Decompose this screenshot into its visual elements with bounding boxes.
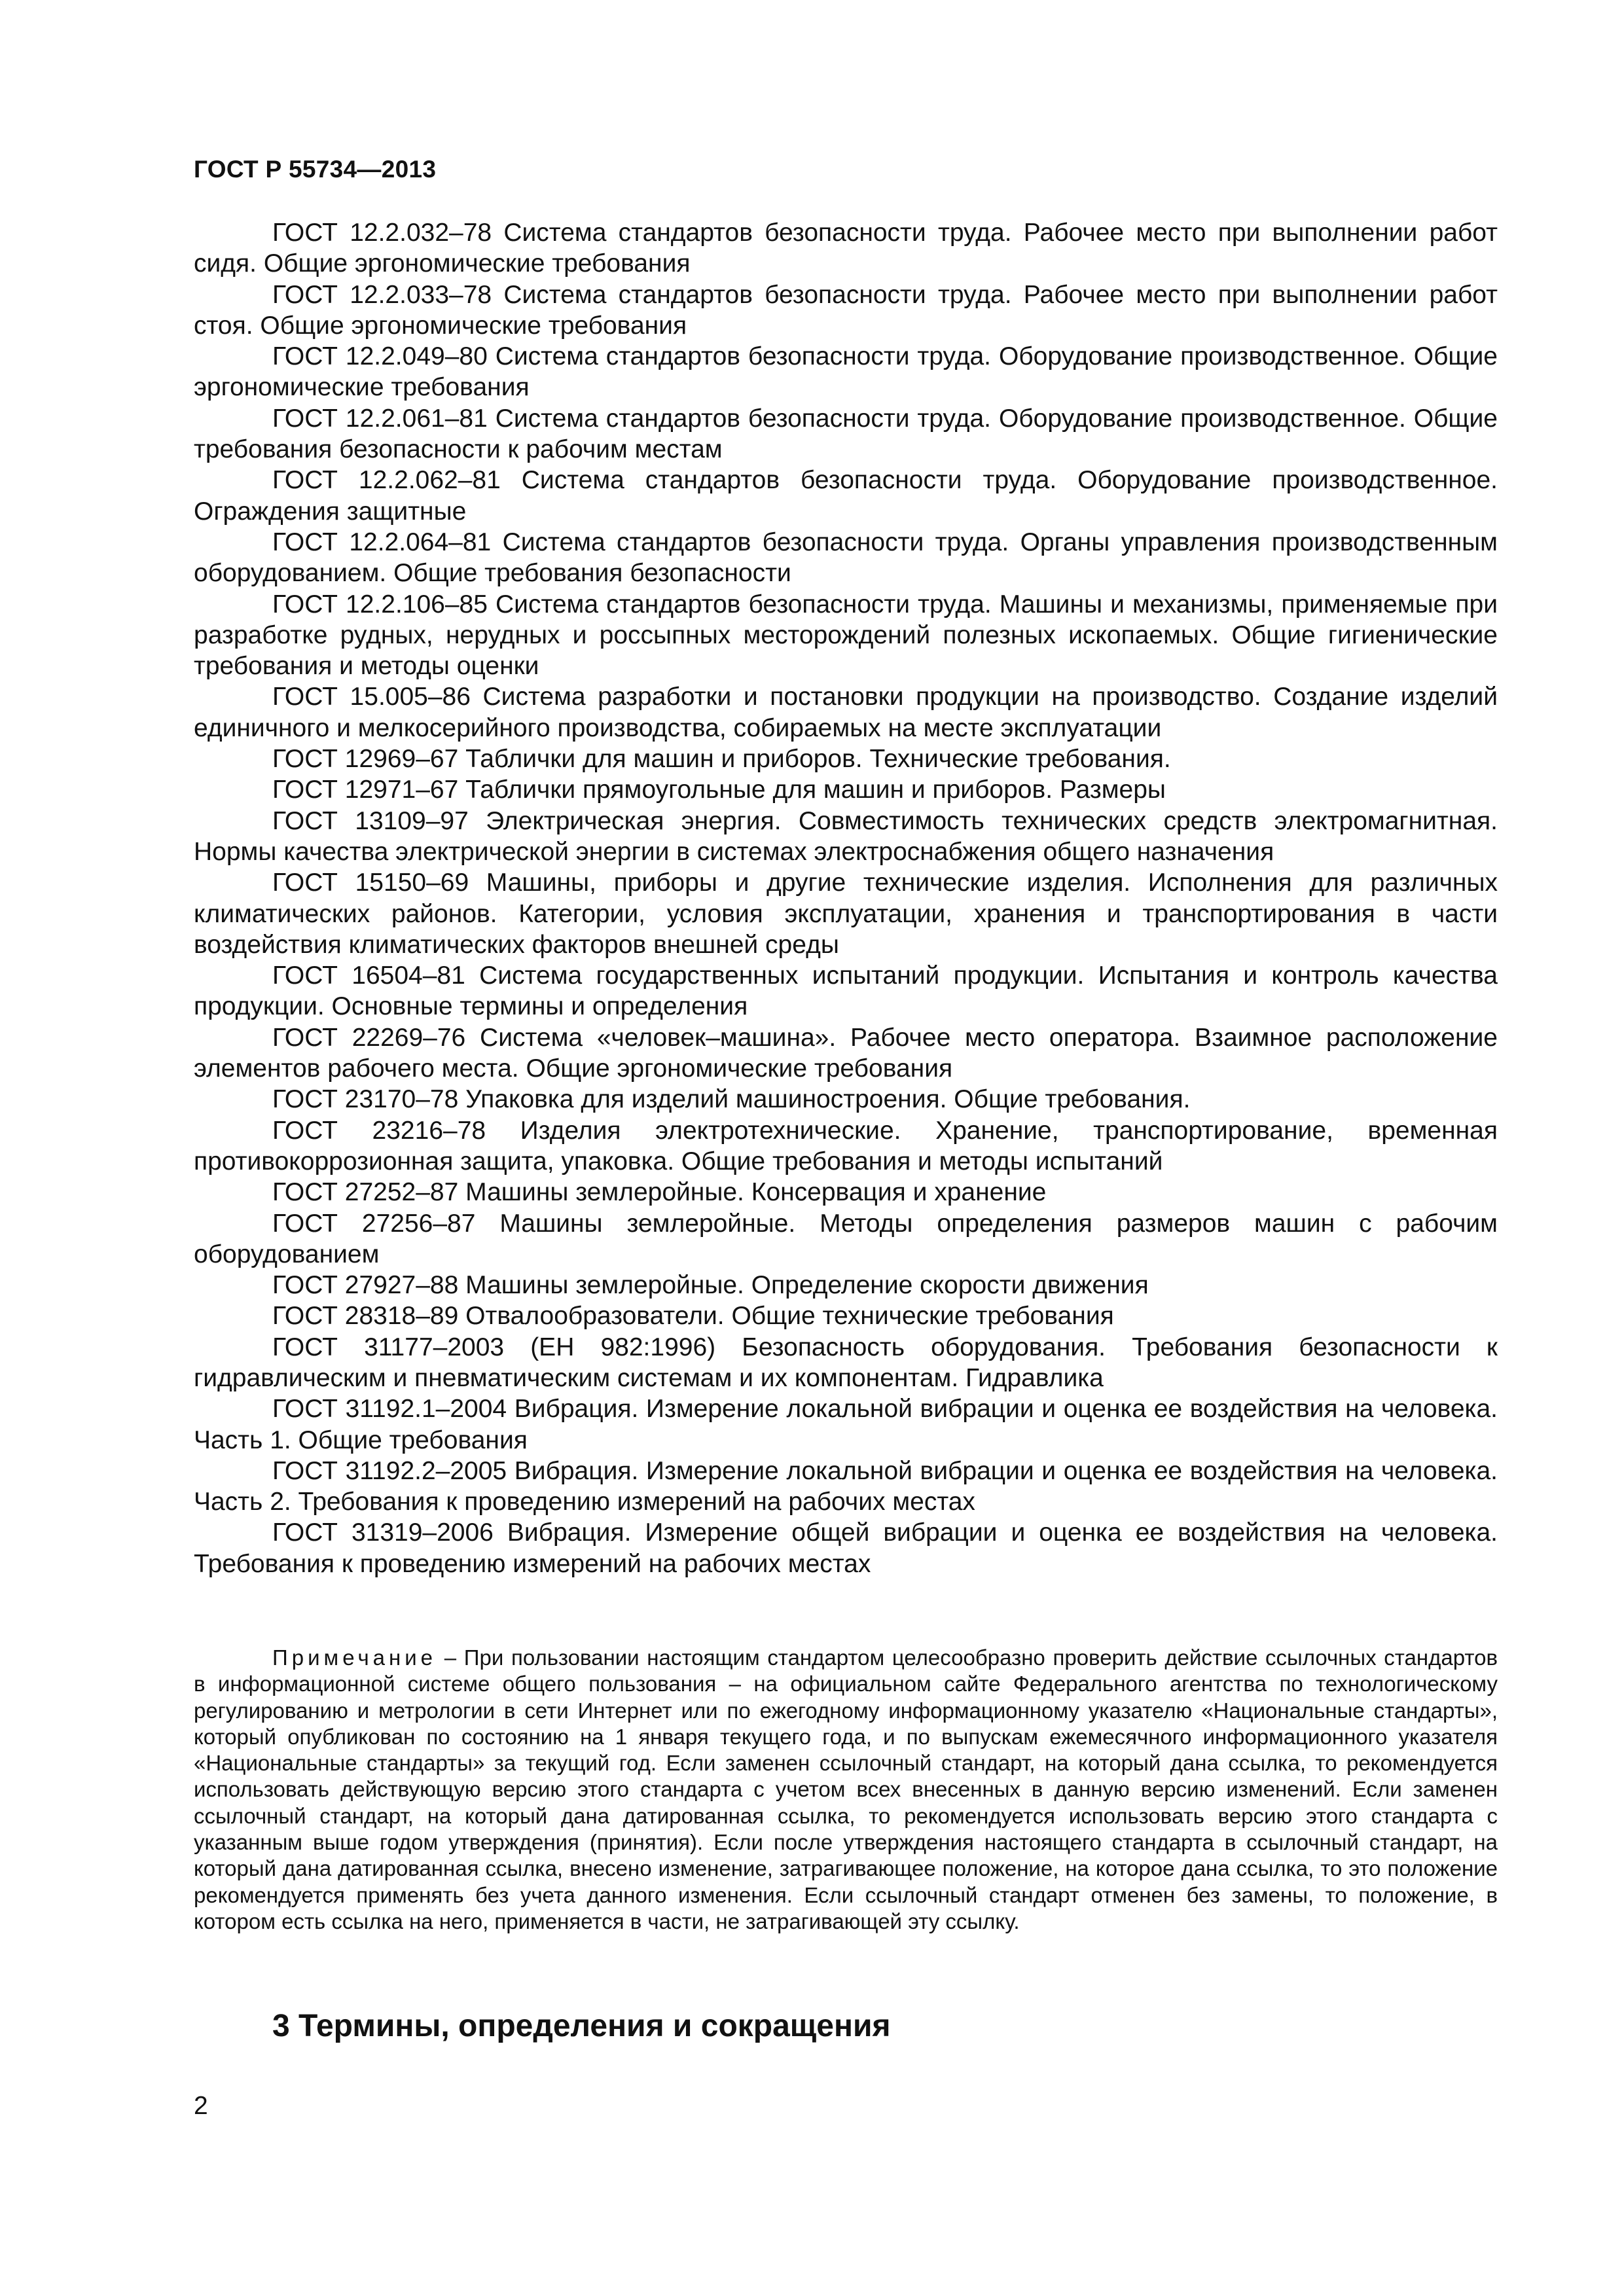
reference-item: ГОСТ 28318–89 Отвалообразователи. Общие технические требования	[272, 1302, 1114, 1331]
reference-item: ГОСТ 12.2.106–85 Система стандартов безопасности труда. Машины и механизмы, применяемые при разработке рудных, нерудных и россыпных месторождений полезных ископаемых. Общие гигиенические требования и методы оценки	[194, 590, 1498, 681]
reference-item: ГОСТ 27252–87 Машины землеройные. Консервация и хранение	[272, 1178, 1047, 1207]
document-header: ГОСТ Р 55734—2013	[194, 156, 437, 183]
reference-item: ГОСТ 27256–87 Машины землеройные. Методы определения размеров машин с рабочим оборудованием	[194, 1209, 1498, 1268]
reference-item: ГОСТ 12.2.062–81 Система стандартов безопасности труда. Оборудование производственное. Ограждения защитные	[194, 466, 1498, 526]
note-text: – При пользовании настоящим стандартом целесообразно проверить действие ссылочных стандартов в информационной системе общего пользования – на официальном сайте Федерального агентства по технологическому регулированию и метрологии в сети Интернет или по ежегодному информационному указателю «Национальные стандарты», который опубликован по состоянию на 1 января текущего года, и по выпускам ежемесячного информационного указателя «Национальные стандарты» за текущий год. Если заменен ссылочный стандарт, на который дана ссылка, то рекомендуется использовать действующую версию этого стандарта с учетом всех внесенных в данную версию изменений. Если заменен ссылочный стандарт, на который дана датированная ссылка, то рекомендуется использовать версию этого стандарта с указанным выше годом утверждения (принятия). Если после утверждения настоящего стандарта в ссылочный стандарт, на который дана датированная ссылка, внесено изменение, затрагивающее положение, на которое дана ссылка, то это положение рекомендуется применять без учета данного изменения. Если ссылочный стандарт отменен без замены, то положение, в котором есть ссылка на него, применяется в части, не затрагивающей эту ссылку.	[194, 1645, 1498, 1933]
note-label: Примечание	[272, 1645, 437, 1670]
reference-item: ГОСТ 12.2.033–78 Система стандартов безопасности труда. Рабочее место при выполнении работ стоя. Общие эргономические требования	[194, 280, 1498, 340]
normative-references-list	[194, 217, 1498, 1579]
reference-item: ГОСТ 27927–88 Машины землеройные. Определение скорости движения	[272, 1271, 1149, 1300]
reference-item: ГОСТ 12.2.032–78 Система стандартов безопасности труда. Рабочее место при выполнении работ сидя. Общие эргономические требования	[194, 219, 1498, 278]
reference-item: ГОСТ 15.005–86 Система разработки и постановки продукции на производство. Создание изделий единичного и мелкосерийного производства, собираемых на месте эксплуатации	[194, 683, 1498, 742]
reference-item: ГОСТ 12969–67 Таблички для машин и приборов. Технические требования.	[272, 745, 1171, 774]
section-heading: 3 Термины, определения и сокращения	[272, 2009, 891, 2043]
reference-item: ГОСТ 15150–69 Машины, приборы и другие технические изделия. Исполнения для различных климатических районов. Категории, условия эксплуатации, хранения и транспортирования в части воздействия климатических факторов внешней среды	[194, 869, 1498, 959]
reference-item: ГОСТ 12971–67 Таблички прямоугольные для машин и приборов. Размеры	[272, 776, 1166, 804]
reference-item: ГОСТ 31192.2–2005 Вибрация. Измерение локальной вибрации и оценка ее воздействия на человека. Часть 2. Требования к проведению измерений на рабочих местах	[194, 1456, 1498, 1516]
reference-item: ГОСТ 12.2.061–81 Система стандартов безопасности труда. Оборудование производственное. Общие требования безопасности к рабочим местам	[194, 404, 1498, 464]
reference-item: ГОСТ 31177–2003 (ЕН 982:1996) Безопасность оборудования. Требования безопасности к гидравлическим и пневматическим системам и их компонентам. Гидравлика	[194, 1333, 1498, 1392]
reference-item: ГОСТ 31192.1–2004 Вибрация. Измерение локальной вибрации и оценка ее воздействия на человека. Часть 1. Общие требования	[194, 1395, 1498, 1454]
reference-item: ГОСТ 13109–97 Электрическая энергия. Совместимость технических средств электромагнитная. Нормы качества электрической энергии в системах электроснабжения общего назначения	[194, 806, 1498, 866]
reference-item: ГОСТ 22269–76 Система «человек–машина». Рабочее место оператора. Взаимное расположение элементов рабочего места. Общие эргономические требования	[194, 1023, 1498, 1083]
reference-item: ГОСТ 12.2.049–80 Система стандартов безопасности труда. Оборудование производственное. Общие эргономические требования	[194, 342, 1498, 402]
page-number: 2	[194, 2092, 208, 2120]
reference-item: ГОСТ 12.2.064–81 Система стандартов безопасности труда. Органы управления производственным оборудованием. Общие требования безопасности	[194, 528, 1498, 588]
reference-item: ГОСТ 23170–78 Упаковка для изделий машиностроения. Общие требования.	[272, 1085, 1191, 1114]
reference-item: ГОСТ 31319–2006 Вибрация. Измерение общей вибрации и оценка ее воздействия на человека. Требования к проведению измерений на рабочих местах	[194, 1518, 1498, 1578]
reference-item: ГОСТ 23216–78 Изделия электротехнические. Хранение, транспортирование, временная противокоррозионная защита, упаковка. Общие требования и методы испытаний	[194, 1116, 1498, 1175]
note-paragraph	[194, 1645, 1498, 1935]
reference-item: ГОСТ 16504–81 Система государственных испытаний продукции. Испытания и контроль качества продукции. Основные термины и определения	[194, 961, 1498, 1021]
